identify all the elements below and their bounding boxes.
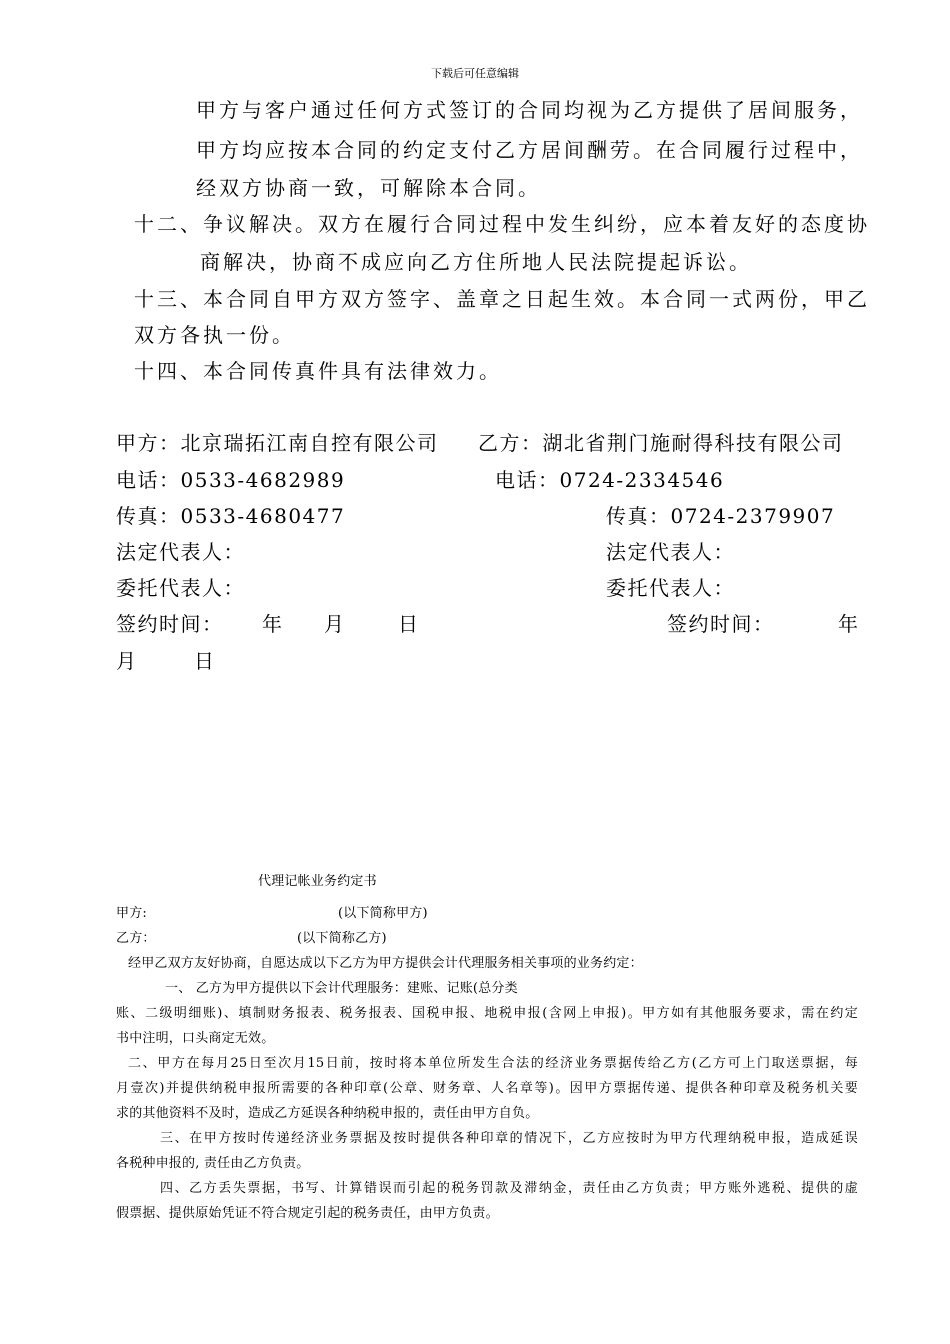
- clause-2-line-3: 求的其他资料不及时，造成乙方延误各种纳税申报的，责任由甲方自负。: [116, 1106, 539, 1121]
- party-b-fax: 传真：0724-2379907: [606, 504, 836, 528]
- clause-1-line-3: 书中注明，口头商定无效。: [116, 1031, 275, 1046]
- clause-1-line-2: 账、二级明细账)、填制财务报表、税务报表、国税申报、地税申报(含网上申报)。甲方如有其他服务要求，需在约定: [116, 1006, 858, 1021]
- party-b-year: 年: [838, 612, 860, 636]
- agreement-party-a-note: (以下简称甲方): [338, 906, 428, 921]
- party-b-name: 乙方：湖北省荆门施耐得科技有限公司: [478, 431, 844, 455]
- party-a-proxy: 委托代表人：: [116, 576, 245, 600]
- clause-13-line-1: 十三、本合同自甲方双方签字、盖章之日起生效。本合同一式两份，甲乙: [134, 287, 870, 311]
- party-b-month: 月: [116, 649, 138, 673]
- clause-3-line-1: 三、在甲方按时传递经济业务票据及按时提供各种印章的情况下，乙方应按时为甲方代理纳税申报，造成延误: [160, 1131, 858, 1146]
- clause-line: 经双方协商一致，可解除本合同。: [196, 176, 541, 200]
- party-a-year: 年: [262, 612, 284, 636]
- clause-3-line-2: 各税种申报的, 责任由乙方负责。: [116, 1156, 310, 1171]
- party-a-date-label: 签约时间：: [116, 612, 224, 636]
- clause-line: 甲方均应按本合同的约定支付乙方居间酬劳。在合同履行过程中，: [196, 138, 863, 162]
- party-b-legal-rep: 法定代表人：: [606, 540, 735, 564]
- agreement-party-a-label: 甲方:: [116, 906, 147, 921]
- party-a-legal-rep: 法定代表人：: [116, 540, 245, 564]
- party-a-day: 日: [398, 612, 420, 636]
- clause-13-line-2: 双方各执一份。: [134, 323, 295, 347]
- clause-4-line-2: 假票据、提供原始凭证不符合规定引起的税务责任，由甲方负责。: [116, 1206, 499, 1221]
- party-b-phone: 电话：0724-2334546: [495, 468, 725, 492]
- page-header: 下载后可任意编辑: [431, 67, 519, 80]
- agreement-party-b-note: (以下简称乙方): [297, 931, 387, 946]
- agreement-party-b-label: 乙方：: [116, 931, 156, 946]
- party-a-name: 甲方：北京瑞拓江南自控有限公司: [116, 431, 439, 455]
- clause-12-line-1: 十二、争议解决。双方在履行合同过程中发生纠纷，应本着友好的态度协: [134, 212, 870, 236]
- party-b-day: 日: [194, 649, 216, 673]
- clause-line: 甲方与客户通过任何方式签订的合同均视为乙方提供了居间服务，: [196, 98, 863, 122]
- clause-2-line-2: 月壹次)并提供纳税申报所需要的各种印章(公章、财务章、人名章等)。因甲方票据传递、提供各种印章及税务机关要: [116, 1081, 858, 1096]
- party-b-proxy: 委托代表人：: [606, 576, 735, 600]
- party-a-month: 月: [324, 612, 346, 636]
- clause-2-line-1: 二、甲方在每月25日至次月15日前，按时将本单位所发生合法的经济业务票据传给乙方(乙方可上门取送票据，每: [128, 1056, 858, 1071]
- party-b-date-label: 签约时间：: [667, 612, 775, 636]
- agreement-intro: 经甲乙双方友好协商，自愿达成以下乙方为甲方提供会计代理服务相关事项的业务约定：: [128, 956, 643, 971]
- clause-14: 十四、本合同传真件具有法律效力。: [134, 359, 502, 383]
- party-a-fax: 传真：0533-4680477: [116, 504, 346, 528]
- party-a-phone: 电话：0533-4682989: [116, 468, 346, 492]
- agreement-title: 代理记帐业务约定书: [258, 874, 377, 889]
- clause-1-line-1: 一、 乙方为甲方提供以下会计代理服务：建账、记账(总分类: [165, 981, 518, 996]
- clause-4-line-1: 四、乙方丢失票据，书写、计算错误而引起的税务罚款及滞纳金，责任由乙方负责；甲方账外逃税、提供的虚: [160, 1181, 858, 1196]
- clause-12-line-2: 商解决，协商不成应向乙方住所地人民法院提起诉讼。: [200, 250, 752, 274]
